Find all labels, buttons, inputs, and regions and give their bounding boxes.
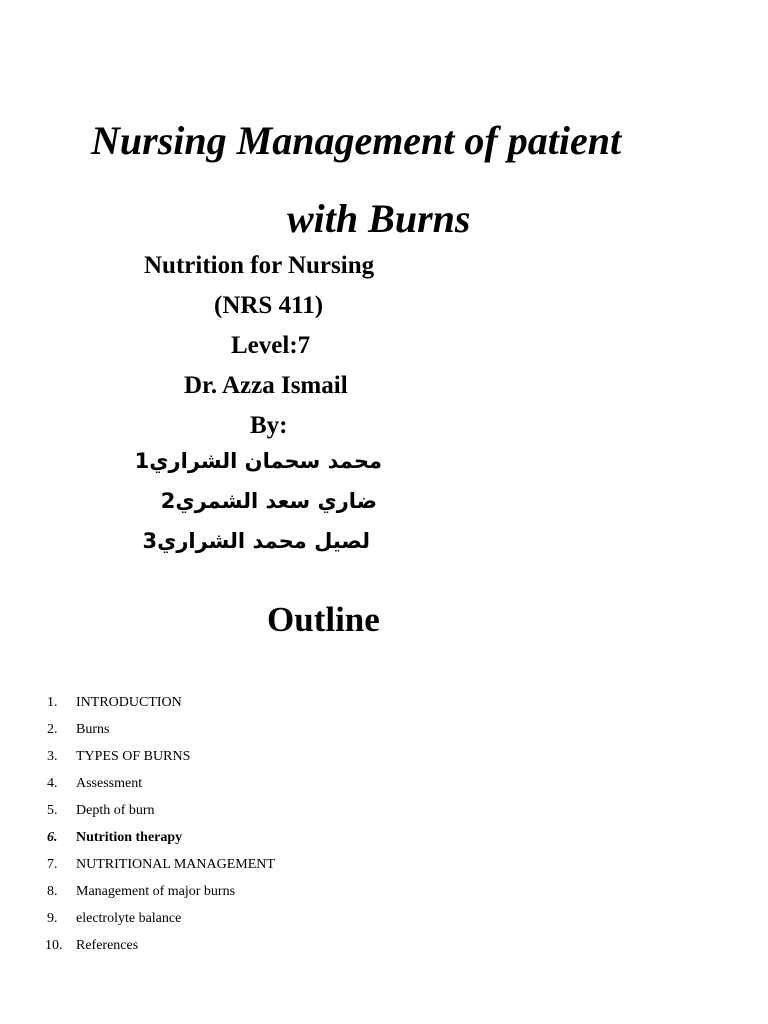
outline-item-text: Burns (76, 722, 110, 737)
instructor-name: Dr. Azza Ismail (184, 372, 348, 399)
outline-item (0, 775, 768, 802)
outline-item-number: 1. (47, 695, 58, 710)
outline-item-text: TYPES OF BURNS (76, 749, 191, 764)
outline-item-number: 8. (47, 884, 58, 899)
outline-item-text: Management of major burns (76, 884, 236, 899)
outline-item-number: 7. (47, 857, 58, 872)
outline-heading: Outline (267, 600, 380, 639)
by-label: By: (250, 412, 288, 439)
outline-item (0, 829, 768, 856)
outline-item-text: Assessment (76, 776, 143, 791)
outline-item-number: 3. (47, 749, 58, 764)
outline-item (0, 910, 768, 937)
outline-item (0, 937, 768, 964)
outline-item (0, 721, 768, 748)
author-name-1: محمد سحمان الشراري1 (134, 449, 382, 473)
author-name-2: ضاري سعد الشمري2 (160, 489, 377, 513)
outline-item (0, 883, 768, 910)
outline-item (0, 802, 768, 829)
outline-item-number: 6. (47, 830, 58, 845)
course-code: (NRS 411) (214, 292, 324, 319)
outline-item-number: 4. (47, 776, 58, 791)
outline-list (0, 694, 768, 964)
outline-item (0, 748, 768, 775)
outline-item-text: Depth of burn (76, 803, 155, 818)
outline-item-number: 10. (45, 938, 63, 953)
outline-item-text: electrolyte balance (76, 911, 182, 926)
document-title-line-1: Nursing Management of patient (91, 118, 622, 163)
outline-item-text: INTRODUCTION (76, 695, 182, 710)
outline-item-text: Nutrition therapy (76, 830, 183, 845)
course-name: Nutrition for Nursing (144, 252, 375, 279)
outline-item (0, 694, 768, 721)
outline-item-text: References (76, 938, 139, 953)
outline-item-number: 9. (47, 911, 58, 926)
outline-item-number: 5. (47, 803, 58, 818)
outline-item-text: NUTRITIONAL MANAGEMENT (76, 857, 275, 872)
outline-item-number: 2. (47, 722, 58, 737)
author-name-3: لصيل محمد الشراري3 (142, 529, 370, 553)
course-level: Level:7 (231, 332, 311, 359)
document-title-line-2: with Burns (287, 196, 471, 241)
outline-item (0, 856, 768, 883)
